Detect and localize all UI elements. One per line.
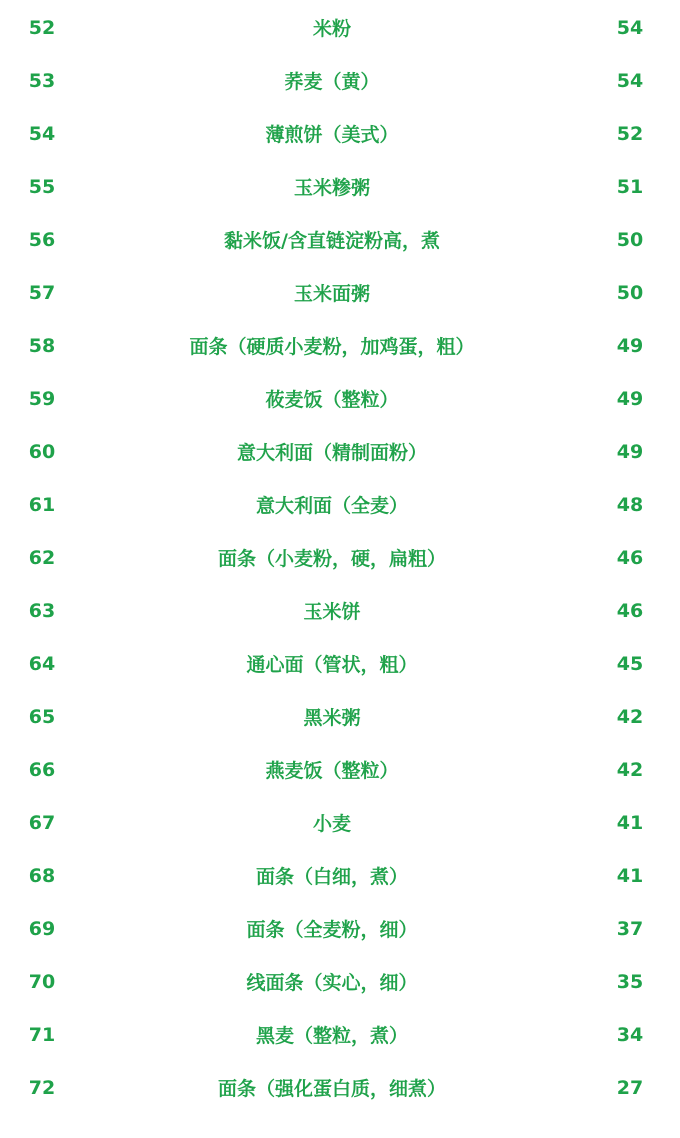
row-number: 68: [28, 864, 56, 887]
table-row: [0, 637, 680, 690]
row-number: 58: [28, 334, 56, 357]
row-number: 64: [28, 652, 56, 675]
food-name: 燕麦饭（整粒）: [265, 760, 399, 782]
food-value: 50: [616, 281, 644, 304]
food-name: 莜麦饭（整粒）: [265, 389, 399, 411]
food-value: 41: [616, 811, 644, 834]
row-number: 66: [28, 758, 56, 781]
row-number: 65: [28, 705, 56, 728]
food-name: 米粉: [312, 18, 351, 40]
table-row: [0, 266, 680, 319]
row-number: 56: [28, 228, 56, 251]
food-value: 42: [616, 705, 644, 728]
row-number: 71: [28, 1023, 56, 1046]
food-name: 玉米面粥: [293, 283, 370, 305]
row-number: 62: [28, 546, 56, 569]
food-name: 面条（白细，煮）: [255, 866, 408, 888]
row-number: 55: [28, 175, 56, 198]
food-name: 黑米粥: [303, 707, 361, 729]
table-row: [0, 743, 680, 796]
food-table: [0, 1, 680, 1114]
table-row: [0, 849, 680, 902]
table-row: [0, 160, 680, 213]
food-name: 面条（小麦粉，硬，扁粗）: [217, 548, 446, 570]
table-row: [0, 690, 680, 743]
food-value: 49: [616, 334, 644, 357]
food-name: 意大利面（精制面粉）: [236, 442, 427, 464]
table-row: [0, 54, 680, 107]
food-value: 27: [616, 1076, 644, 1099]
food-name: 玉米糁粥: [293, 177, 370, 199]
food-name: 薄煎饼（美式）: [265, 124, 399, 146]
row-number: 52: [28, 16, 56, 39]
food-name: 黑麦（整粒，煮）: [255, 1025, 408, 1047]
row-number: 63: [28, 599, 56, 622]
row-number: 57: [28, 281, 56, 304]
food-value: 50: [616, 228, 644, 251]
food-name: 玉米饼: [303, 601, 361, 623]
food-value: 54: [616, 69, 644, 92]
food-name: 线面条（实心，细）: [246, 972, 418, 994]
table-row: [0, 902, 680, 955]
food-name: 意大利面（全麦）: [255, 495, 408, 517]
food-value: 49: [616, 440, 644, 463]
food-value: 46: [616, 599, 644, 622]
food-name: 面条（强化蛋白质，细煮）: [217, 1078, 446, 1100]
table-row: [0, 425, 680, 478]
food-value: 34: [616, 1023, 644, 1046]
food-name: 小麦: [312, 813, 351, 835]
food-value: 51: [616, 175, 644, 198]
row-number: 60: [28, 440, 56, 463]
food-value: 52: [616, 122, 644, 145]
food-name: 面条（全麦粉，细）: [246, 919, 418, 941]
row-number: 54: [28, 122, 56, 145]
row-number: 72: [28, 1076, 56, 1099]
table-row: [0, 584, 680, 637]
row-number: 67: [28, 811, 56, 834]
table-row: [0, 372, 680, 425]
food-name: 荞麦（黄）: [284, 71, 380, 93]
food-value: 35: [616, 970, 644, 993]
row-number: 59: [28, 387, 56, 410]
row-number: 70: [28, 970, 56, 993]
food-name: 通心面（管状，粗）: [246, 654, 418, 676]
row-number: 69: [28, 917, 56, 940]
food-value: 42: [616, 758, 644, 781]
table-row: [0, 478, 680, 531]
table-row: [0, 1008, 680, 1061]
table-row: [0, 1, 680, 54]
table-row: [0, 1061, 680, 1114]
food-name: 黏米饭/含直链淀粉高，煮: [224, 230, 440, 252]
row-number: 53: [28, 69, 56, 92]
food-value: 49: [616, 387, 644, 410]
food-value: 45: [616, 652, 644, 675]
food-value: 37: [616, 917, 644, 940]
food-value: 41: [616, 864, 644, 887]
table-row: [0, 107, 680, 160]
food-value: 46: [616, 546, 644, 569]
table-row: [0, 319, 680, 372]
row-number: 61: [28, 493, 56, 516]
table-row: [0, 531, 680, 584]
table-row: [0, 213, 680, 266]
food-value: 54: [616, 16, 644, 39]
food-value: 48: [616, 493, 644, 516]
table-row: [0, 955, 680, 1008]
table-row: [0, 796, 680, 849]
food-name: 面条（硬质小麦粉，加鸡蛋，粗）: [189, 336, 475, 358]
